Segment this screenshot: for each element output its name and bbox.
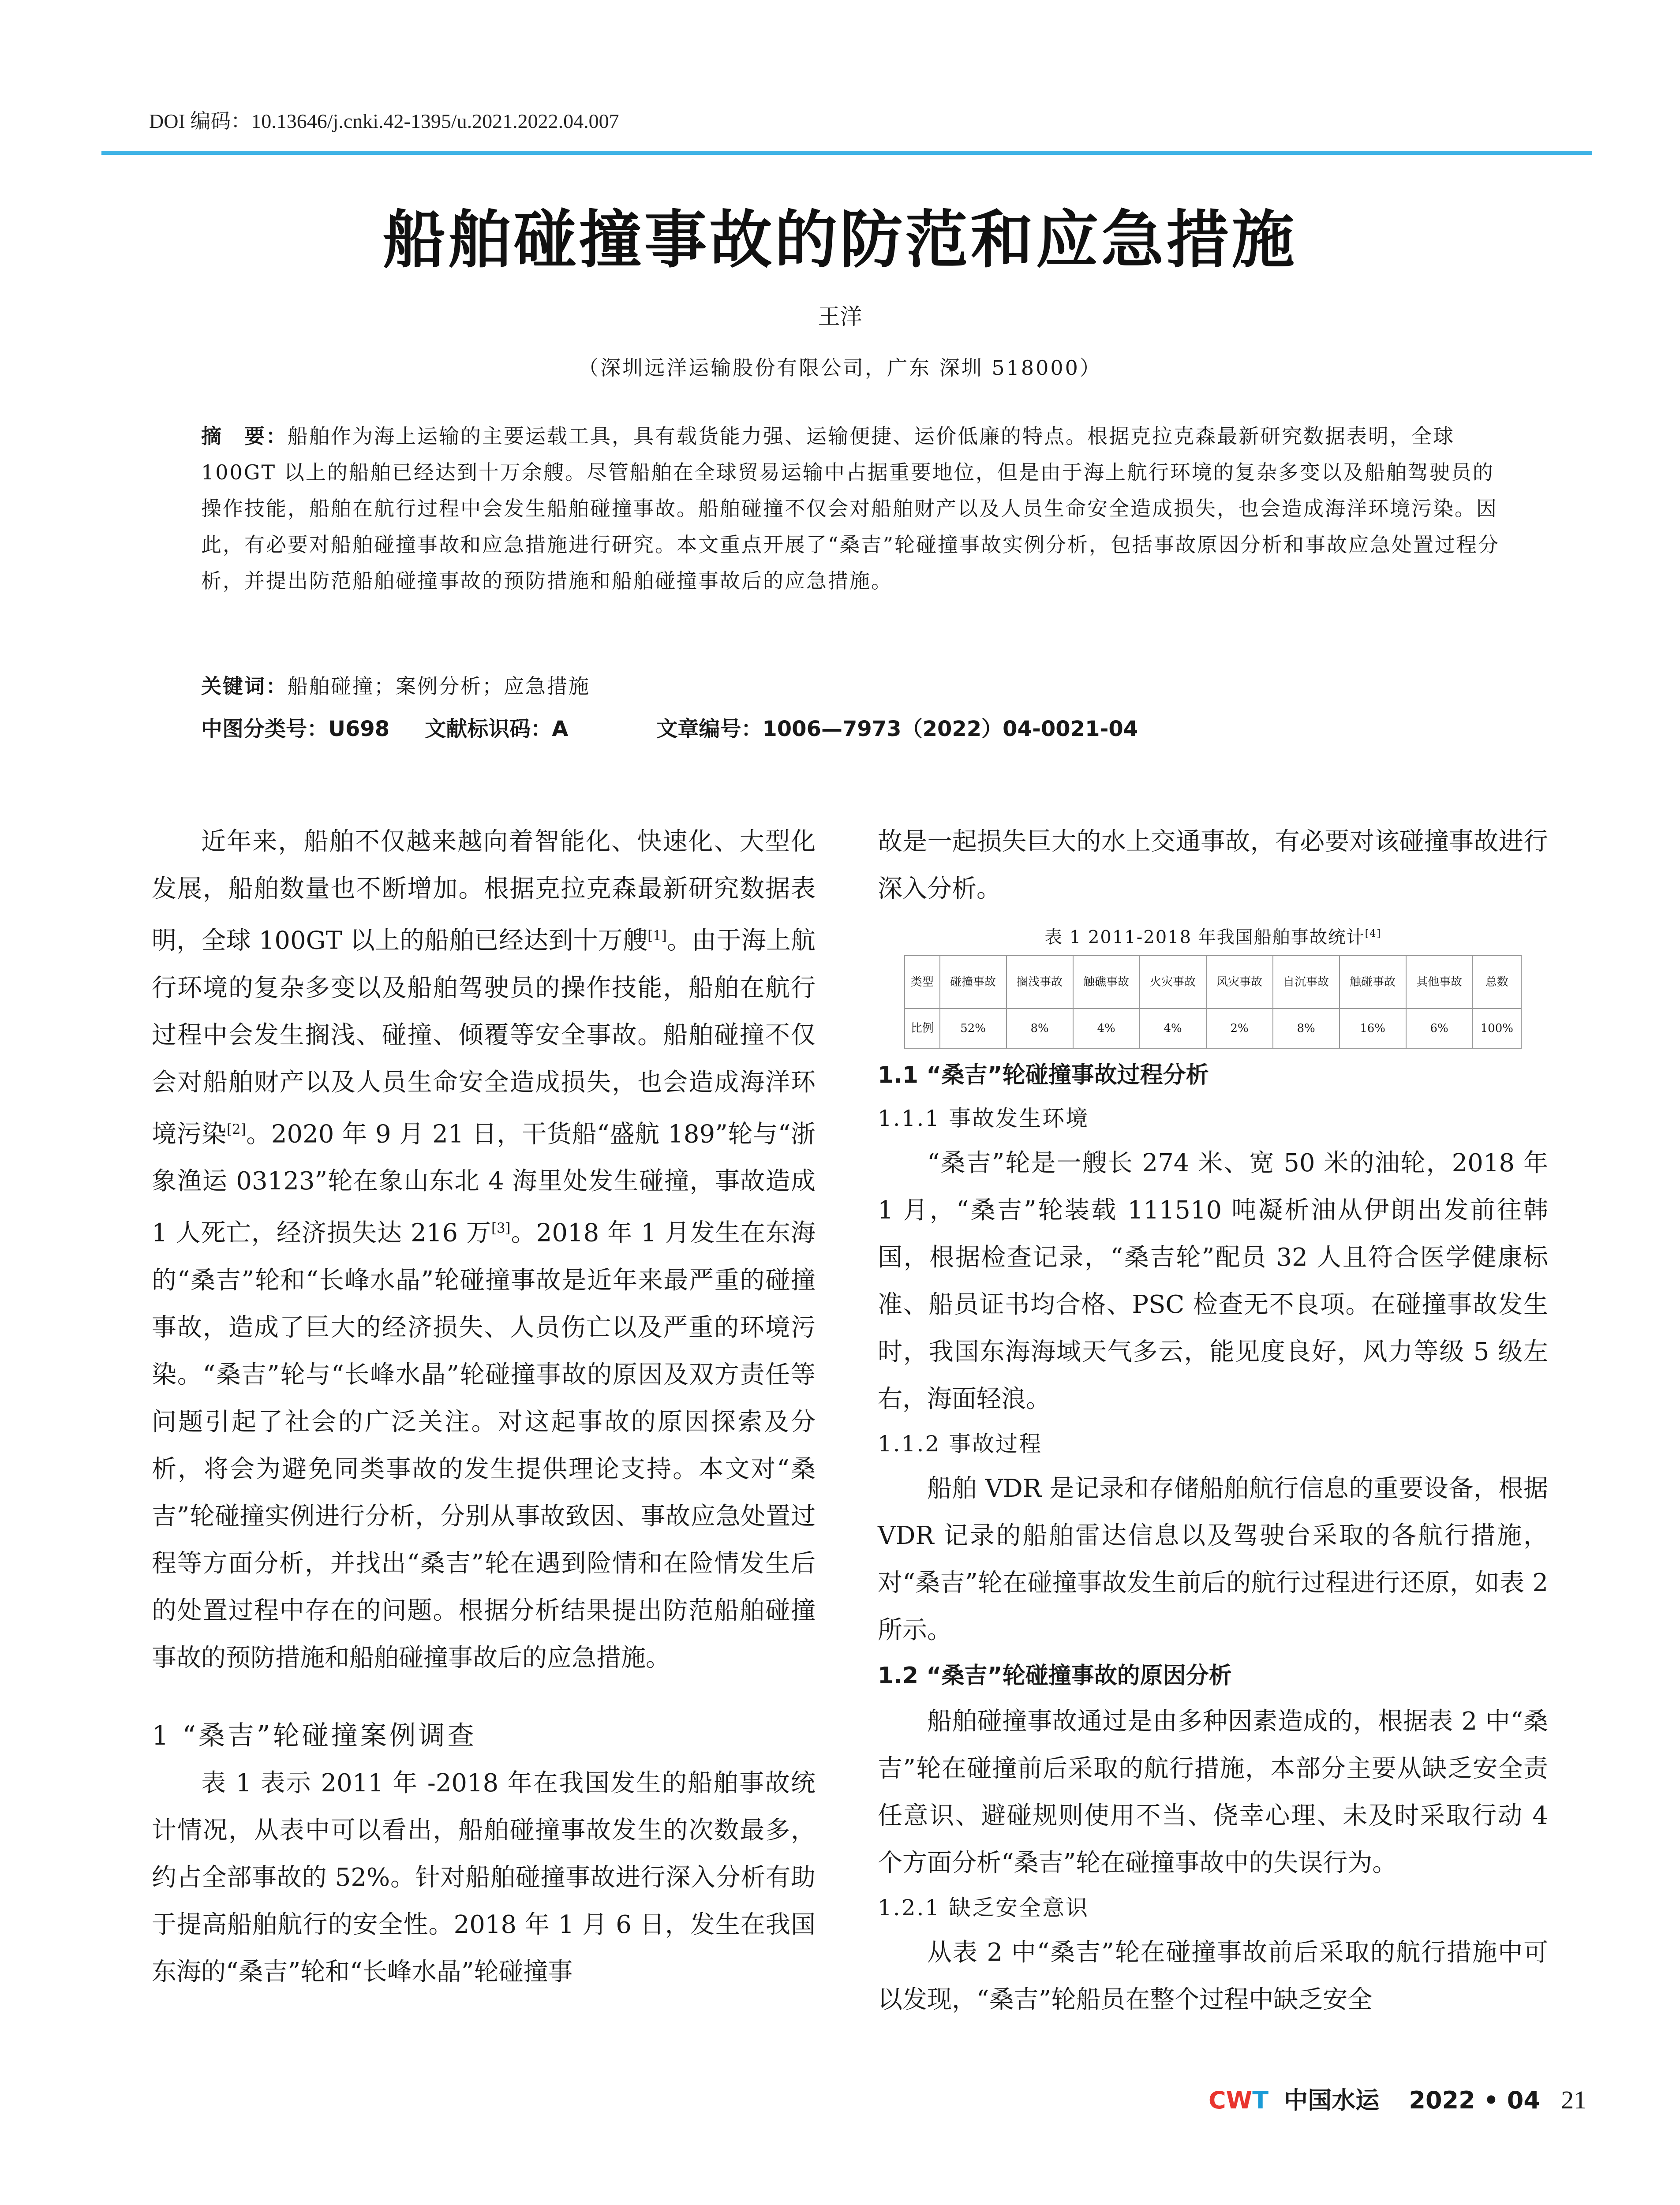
doccode-label: 文献标识码： <box>425 717 552 741</box>
table-cell: 4% <box>1073 1009 1140 1048</box>
page-footer <box>1209 2082 1586 2115</box>
classification-line <box>201 712 1138 742</box>
table-cell: 触碰事故 <box>1340 956 1406 1009</box>
table-caption <box>878 919 1548 953</box>
articleno-label: 文章编号： <box>656 717 763 741</box>
journal-logo-cw: CW <box>1209 2086 1253 2114</box>
table-cell: 6% <box>1406 1009 1473 1048</box>
table-caption-text: 表 1 2011-2018 年我国船舶事故统计 <box>1044 927 1365 948</box>
keywords-label: 关键词： <box>201 674 288 698</box>
safety-paragraph: 从表 2 中“桑吉”轮在碰撞事故前后采取的航行措施中可以发现，“桑吉”轮船员在整个过程中缺乏安全 <box>878 1938 1548 2014</box>
right-column <box>878 818 1548 2023</box>
keywords-text: 船舶碰撞；案例分析；应急措施 <box>288 674 590 698</box>
continued-paragraph: 故是一起损失巨大的水上交通事故，有必要对该碰撞事故进行深入分析。 <box>878 827 1548 903</box>
table-cell: 火灾事故 <box>1140 956 1206 1009</box>
intro-text-2: 。由于海上航行环境的复杂多变以及船舶驾驶员的操作技能，船舶在航行过程中会发生搁浅、碰撞、倾覆等安全事故。船舶碰撞不仅会对船舶财产以及人员生命安全造成损失，也会造成海洋环境污染 <box>152 926 816 1149</box>
citation-2: [2] <box>226 1121 246 1137</box>
abstract <box>201 418 1507 599</box>
table-cell: 8% <box>1273 1009 1340 1048</box>
intro-text-3: 。2020 年 9 月 21 日，干货船“盛航 189”轮与“浙象渔运 03123”轮在象山东北 4 海里处发生碰撞，事故造成 1 人死亡，经济损失达 216 万 <box>152 1120 816 1248</box>
header-rule <box>101 151 1592 155</box>
section-heading-1-1-1: 1.1.1 事故发生环境 <box>878 1106 1089 1132</box>
issue-number: 2022 • 04 <box>1409 2086 1540 2114</box>
keywords <box>201 670 590 699</box>
section-heading-1-1-2: 1.1.2 事故过程 <box>878 1431 1043 1457</box>
journal-logo-t: T <box>1252 2086 1269 2114</box>
table-cell: 比例 <box>905 1009 940 1048</box>
table-cell: 自沉事故 <box>1273 956 1340 1009</box>
intro-text-1: 近年来，船舶不仅越来越向着智能化、快速化、大型化发展，船舶数量也不断增加。根据克拉克森最新研究数据表明，全球 100GT 以上的船舶已经达到十万艘 <box>152 827 816 955</box>
section-heading-1: 1 “桑吉”轮碰撞案例调查 <box>152 1720 477 1751</box>
affiliation: （深圳远洋运输股份有限公司，广东 深圳 518000） <box>578 356 1102 380</box>
table-cell: 8% <box>1007 1009 1073 1048</box>
doccode-value: A <box>552 717 569 741</box>
cause-paragraph: 船舶碰撞事故通过是由多种因素造成的，根据表 2 中“桑吉”轮在碰撞前后采取的航行措施，本部分主要从缺乏安全责任意识、避碰规则使用不当、侥幸心理、未及时采取行动 4 个方面分析“桑吉”轮在碰撞事故中的失误行为。 <box>878 1707 1548 1878</box>
table-cell: 4% <box>1140 1009 1206 1048</box>
table-cell: 总数 <box>1473 956 1521 1009</box>
left-column <box>152 818 816 1996</box>
articleno-value: 1006—7973（2022）04-0021-04 <box>762 717 1138 741</box>
table-cell: 搁浅事故 <box>1007 956 1073 1009</box>
clc-value: U698 <box>328 717 390 741</box>
section1-paragraph: 表 1 表示 2011 年 -2018 年在我国发生的船舶事故统计情况，从表中可以看出，船舶碰撞事故发生的次数最多，约占全部事故的 52%。针对船舶碰撞事故进行深入分析有助于提高船舶航行的安全性。2018 年 1 月 6 日，发生在我国东海的“桑吉”轮和“长峰水晶”轮碰撞事 <box>152 1768 816 1986</box>
table-cell: 类型 <box>905 956 940 1009</box>
abstract-label: 摘 要： <box>201 424 288 448</box>
table-cell: 其他事故 <box>1406 956 1473 1009</box>
table-cell: 风灾事故 <box>1206 956 1273 1009</box>
environment-paragraph: “桑吉”轮是一艘长 274 米、宽 50 米的油轮，2018 年 1 月，“桑吉”轮装载 111510 吨凝析油从伊朗出发前往韩国，根据检查记录，“桑吉轮”配员 32 人且符合医学健康标准、船员证书均合格、PSC 检查无不良项。在碰撞事故发生时，我国东海海域天气多云，能见度良好，风力等级 5 级左右，海面轻浪。 <box>878 1149 1548 1414</box>
process-paragraph: 船舶 VDR 是记录和存储船舶航行信息的重要设备，根据 VDR 记录的船舶雷达信息以及驾驶台采取的各航行措施，对“桑吉”轮在碰撞事故发生前后的航行过程进行还原，如表 2 所示。 <box>878 1474 1548 1645</box>
section-heading-1-2: 1.2 “桑吉”轮碰撞事故的原因分析 <box>878 1663 1232 1689</box>
abstract-text: 船舶作为海上运输的主要运载工具，具有载货能力强、运输便捷、运价低廉的特点。根据克拉克森最新研究数据表明，全球 100GT 以上的船舶已经达到十万余艘。尽管船舶在全球贸易运输中占据重要地位，但是由于海上航行环境的复杂多变以及船舶驾驶员的操作技能，船舶在航行过程中会发生船舶碰撞事故。船舶碰撞不仅会对船舶财产以及人员生命安全造成损失，也会造成海洋环境污染。因此，有必要对船舶碰撞事故和应急措施进行研究。本文重点开展了“桑吉”轮碰撞事故实例分析，包括事故原因分析和事故应急处置过程分析，并提出防范船舶碰撞事故的预防措施和船舶碰撞事故后的应急措施。 <box>201 424 1500 593</box>
table-cell: 2% <box>1206 1009 1273 1048</box>
citation-3: [3] <box>491 1220 511 1237</box>
table-citation: [4] <box>1365 928 1381 939</box>
table-cell: 52% <box>940 1009 1007 1048</box>
table-row <box>905 1009 1521 1048</box>
journal-name: 中国水运 <box>1284 2086 1380 2114</box>
page-number: 21 <box>1561 2085 1587 2114</box>
author: 王洋 <box>818 304 862 329</box>
table-cell: 碰撞事故 <box>940 956 1007 1009</box>
section-heading-1-2-1: 1.2.1 缺乏安全意识 <box>878 1895 1089 1921</box>
clc-label: 中图分类号： <box>201 717 329 741</box>
table-cell: 16% <box>1340 1009 1406 1048</box>
intro-paragraph <box>152 818 816 1682</box>
citation-1: [1] <box>647 928 667 944</box>
table-cell: 触礁事故 <box>1073 956 1140 1009</box>
intro-text-4: 。2018 年 1 月发生在东海的“桑吉”轮和“长峰水晶”轮碰撞事故是近年来最严重的碰撞事故，造成了巨大的经济损失、人员伤亡以及严重的环境污染。“桑吉”轮与“长峰水晶”轮碰撞事故的原因及双方责任等问题引起了社会的广泛关注。对这起事故的原因探索及分析，将会为避免同类事故的发生提供理论支持。本文对“桑吉”轮碰撞实例进行分析，分别从事故致因、事故应急处置过程等方面分析，并找出“桑吉”轮在遇到险情和在险情发生后的处置过程中存在的问题。根据分析结果提出防范船舶碰撞事故的预防措施和船舶碰撞事故后的应急措施。 <box>152 1218 816 1672</box>
accident-stats-table <box>904 955 1522 1049</box>
article-title: 船舶碰撞事故的防范和应急措施 <box>383 203 1297 277</box>
section-heading-1-1: 1.1 “桑吉”轮碰撞事故过程分析 <box>878 1062 1209 1089</box>
doi-line: DOI 编码：10.13646/j.cnki.42-1395/u.2021.2022.04.007 <box>149 110 619 132</box>
table-header-row <box>905 956 1521 1009</box>
table-cell: 100% <box>1473 1009 1521 1048</box>
